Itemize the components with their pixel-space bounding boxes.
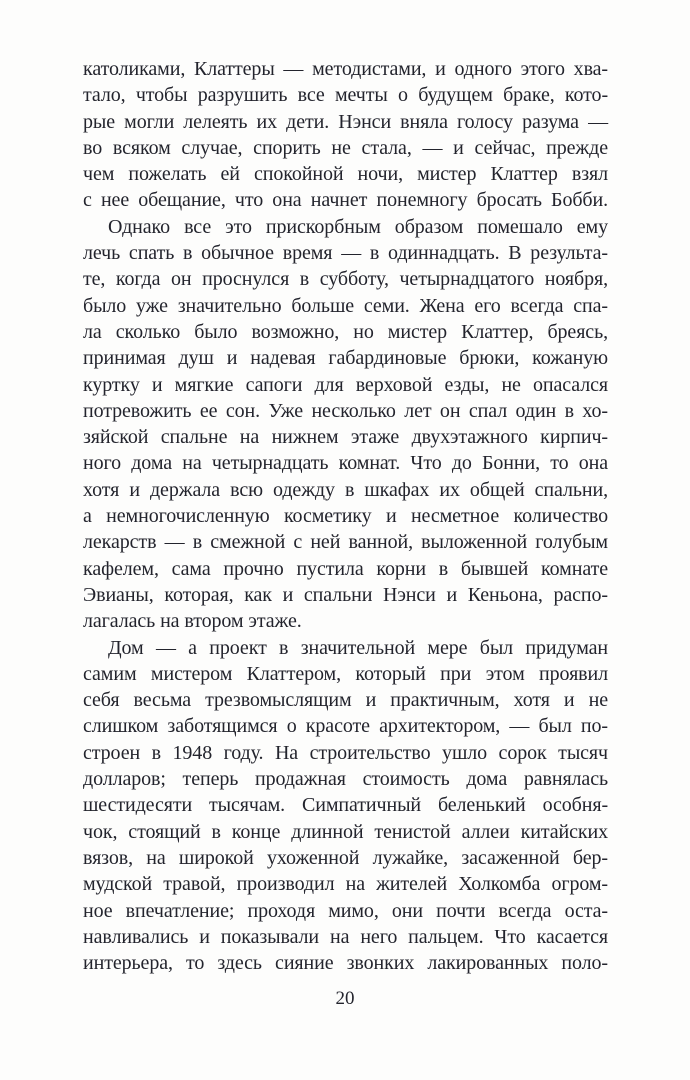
text-line: долларов; теперь продажная стоимость дома равнялась xyxy=(83,768,608,791)
text-line: католиками, Клаттеры — методистами, и одного этого хва- xyxy=(83,58,608,80)
page-number: 20 xyxy=(335,988,355,1009)
text-line: навливались и показывали на него пальцем. Что касается xyxy=(83,925,608,948)
text-line: было уже значительно больше семи. Жена его всегда спа- xyxy=(83,294,608,317)
text-line: с нее обещание, что она начнет понемногу бросать Бобби. xyxy=(83,189,608,212)
text-line: Дом — а проект в значительной мере был придуман xyxy=(108,636,608,659)
text-line: строен в 1948 году. На строительство ушло сорок тысяч xyxy=(83,741,608,764)
text-line: те, когда он проснулся в субботу, четырнадцатого ноября, xyxy=(83,268,608,291)
text-line: а немногочисленную косметику и несметное количество xyxy=(83,505,608,528)
text-line: во всяком случае, спорить не стала, — и сейчас, прежде xyxy=(83,136,608,159)
text-line: Однако все это прискорбным образом помешало ему xyxy=(108,215,608,238)
text-line: ла сколько было возможно, но мистер Клаттер, бреясь, xyxy=(83,320,608,343)
text-line: ное впечатление; проходя мимо, они почти всегда оста- xyxy=(83,899,608,922)
text-line: зяйской спальне на нижнем этаже двухэтажного кирпич- xyxy=(83,426,608,449)
text-line: лагалась на втором этаже. xyxy=(83,610,302,633)
text-line: ного дома на четырнадцать комнат. Что до Бонни, то она xyxy=(83,452,608,475)
text-line: хотя и держала всю одежду в шкафах их общей спальни, xyxy=(83,478,608,501)
text-line: интерьера, то здесь сияние звонких лакированных поло- xyxy=(83,952,608,975)
text-line: лекарств — в смежной с ней ванной, выложенной голубым xyxy=(83,531,608,554)
text-line: потревожить ее сон. Уже несколько лет он спал один в хо- xyxy=(83,399,608,422)
page-text-block xyxy=(83,56,608,976)
text-line: лечь спать в обычное время — в одиннадцать. В результа- xyxy=(83,242,608,265)
text-line: слишком заботящимся о красоте архитектором, — был по- xyxy=(83,715,608,738)
text-line: чем пожелать ей спокойной ночи, мистер Клаттер взял xyxy=(83,163,608,186)
text-line: принимая душ и надевая габардиновые брюки, кожаную xyxy=(83,347,608,370)
text-line: рые могли лелеять их дети. Нэнси вняла голосу разума — xyxy=(83,110,608,133)
text-line: себя весьма трезвомыслящим и практичным, хотя и не xyxy=(83,689,608,712)
text-line: Эвианы, которая, как и спальни Нэнси и Кеньона, распо- xyxy=(83,583,608,606)
text-line: вязов, на широкой ухоженной лужайке, засаженной бер- xyxy=(83,846,608,869)
text-line: чок, стоящий в конце длинной тенистой аллеи китайских xyxy=(83,820,608,843)
text-line: самим мистером Клаттером, который при этом проявил xyxy=(83,662,608,685)
text-line: кафелем, сама прочно пустила корни в бывшей комнате xyxy=(83,557,608,580)
text-line: тало, чтобы разрушить все мечты о будущем браке, кото- xyxy=(83,84,608,107)
text-line: мудской травой, производил на жителей Холкомба огром- xyxy=(83,873,608,896)
text-line: шестидесяти тысячам. Симпатичный беленький особня- xyxy=(83,794,608,817)
text-line: куртку и мягкие сапоги для верховой езды, не опасался xyxy=(83,373,608,396)
